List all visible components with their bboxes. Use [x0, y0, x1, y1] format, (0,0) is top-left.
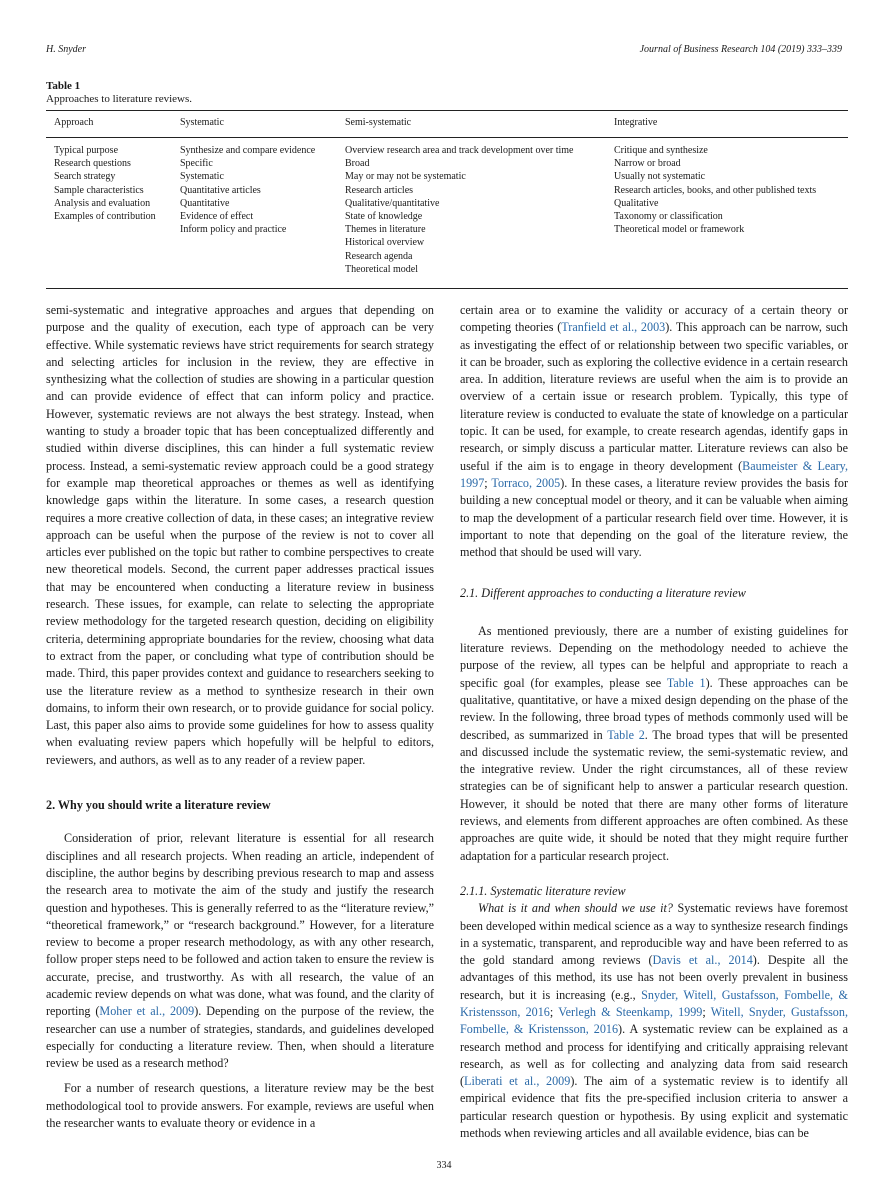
column-semi-systematic [345, 144, 574, 276]
subsection-heading: 2.1. Different approaches to conducting a literature review [460, 586, 746, 601]
table-cell: Inform policy and practice [180, 224, 287, 236]
table-cell: Overview research area and track development over time [345, 145, 574, 156]
table-reference-link[interactable]: Table 1 [666, 675, 706, 690]
table-cell: Research questions [54, 158, 131, 170]
table-cell: Narrow or broad [614, 158, 681, 170]
table-cell: Historical overview [345, 237, 425, 249]
table-cell: Typical purpose [54, 145, 119, 156]
table-cell: State of knowledge [345, 211, 423, 223]
table-cell: Evidence of effect [180, 211, 254, 223]
paragraph: For a number of research questions, a literature review may be the best methodological tool to provide answers. For example, reviews are useful when the researcher wants to evaluate theory or evidence in a [46, 1081, 434, 1131]
table-cell: Synthesize and compare evidence [180, 145, 316, 156]
table-cell: Examples of contribution [54, 211, 156, 223]
paragraph: As mentioned previously, there are a number of existing guidelines for literature reviews. Depending on the methodology needed to achieve the purpose of the review, all types can be helpful and appropriate to reach a specific goal (for examples, please see Table 1). These approaches can be qualitative, quantitative, or have a mixed design depending on the phase of the review. In the following, three broad types of methods commonly used will be described, as summarized in Table 2. The broad types that will be presented and discussed include the systematic review, the semi-systematic review, and the integrative review. Under the right circumstances, all of these review strategies can be of significant help to answer a particular research question. However, it should be noted that there are many other forms of literature reviews, and elements from different approaches are often combined. As these approaches are quite wide, it should be noted that they might require further adaptation for a particular research project. [460, 623, 848, 863]
table-1 [46, 80, 848, 289]
table-cell: Search strategy [54, 171, 116, 183]
paragraph: Consideration of prior, relevant literature is essential for all research disciplines and all research projects. When reading an article, independent of discipline, the author begins by describing previous research to map and assess the research area to motivate the aim of the study and justify the research question and hypotheses. This is generally referred to as the “literature review,” “theoretical framework,” or “research background.” However, for a literature review to become a proper research methodology, as with any other research, follow proper steps need to be followed and action taken to ensure the review is accurate, precise, and trustworthy. As with all research, the value of an academic review depends on what was done, what was found, and the clarity of reporting (Moher et al., 2009). Depending on the purpose of the review, the researcher can use a number of strategies, standards, and guidelines developed especially for conducting a literature review. Then, when should a literature review be used as a research method? [46, 831, 434, 1071]
header-semi-systematic: Semi-systematic [345, 117, 412, 128]
table-header-row [46, 111, 848, 137]
table-cell: Quantitative articles [180, 184, 261, 196]
header-systematic: Systematic [180, 117, 224, 128]
author-name: H. Snyder [46, 44, 86, 55]
table-cell: Broad [345, 158, 370, 170]
section-heading: 2. Why you should write a literature review [46, 798, 271, 813]
paragraph: certain area or to examine the validity or accuracy of a certain theory or competing theories (Tranfield et al., 2003). This approach can be narrow, such as investigating the effect of or relationship between two specific variables, or it can be broader, such as exploring the collective evidence in a certain research area. In addition, literature reviews are useful when the aim is to provide an overview of a certain issue or research problem. Typically, this type of literature review is conducted to evaluate the state of knowledge on a particular topic. It can be used, for example, to create research agendas, identify gaps in research, or simply discuss a particular matter. Literature reviews can also be useful if the aim is to engage in theory development (Baumeister & Leary, 1997; Torraco, 2005). In these cases, a literature review provides the basis for building a new conceptual model or theory, and it can be valuable when aiming to map the development of a particular research field over time. However, it is important to note that depending on the goal of the literature review, the method that should be used will vary. [460, 303, 849, 560]
subsubsection-heading: 2.1.1. Systematic literature review [460, 883, 626, 898]
citation-link[interactable]: Moher et al., 2009 [99, 1004, 195, 1019]
table-caption: Approaches to literature reviews. [46, 93, 192, 105]
citation-link[interactable]: Tranfield et al., 2003 [561, 320, 666, 335]
table-cell: Research articles [345, 184, 414, 196]
table-cell: Themes in literature [345, 224, 426, 236]
citation-link[interactable]: Witell, Snyder, Gustafsson, Fombelle, & Kristensson, 2016 [460, 1004, 848, 1037]
table-cell: Usually not systematic [614, 171, 706, 183]
citation-link[interactable]: Snyder, Witell, Gustafsson, Fombelle, & Kristensson, 2016 [460, 987, 848, 1019]
paragraph: What is it and when should we use it? Systematic reviews have foremost been developed within medical science as a way to synthesize research findings in a systematic, transparent, and reproducible way and have been referred to as the gold standard among reviews (Davis et al., 2014). Despite all the advantages of this method, its use has not been overly prevalent in business research, but it is increasing (e.g., Snyder, Witell, Gustafsson, Fombelle, & Kristensson, 2016; Verlegh & Steenkamp, 1999; Witell, Snyder, Gustafsson, Fombelle, & Kristensson, 2016). A systematic review can be explained as a research method and process for identifying and critically appraising relevant research, as well as for collecting and analyzing data from said research (Liberati et al., 2009). The aim of a systematic review is to identify all empirical evidence that fits the pre-specified inclusion criteria to answer a particular research question or hypothesis. By using explicit and systematic methods when reviewing articles and all available evidence, bias can be [460, 901, 848, 1141]
table-cell: Sample characteristics [54, 184, 144, 196]
table-cell: Qualitative [614, 197, 659, 209]
column-approach [54, 144, 156, 223]
citation-link[interactable]: Verlegh & Steenkamp, 1999 [558, 1004, 703, 1019]
table-cell: Systematic [180, 171, 224, 183]
table-cell: Analysis and evaluation [54, 197, 151, 209]
column-integrative [614, 144, 816, 236]
page-number: 334 [436, 1160, 452, 1171]
header-approach: Approach [54, 117, 94, 128]
table-cell: Research agenda [345, 250, 413, 262]
column-systematic [180, 144, 315, 236]
table-cell: Taxonomy or classification [614, 211, 723, 223]
left-column [46, 302, 434, 1132]
table-bottom-rule [46, 288, 848, 289]
table-cell: Specific [180, 158, 213, 170]
table-body [46, 138, 848, 288]
journal-citation: Journal of Business Research 104 (2019) 333–339 [639, 44, 842, 55]
running-header [46, 44, 842, 55]
table-cell: Research articles, books, and other published texts [614, 184, 817, 196]
table-cell: May or may not be systematic [345, 171, 466, 183]
table-cell: Critique and synthesize [614, 145, 708, 156]
table-cell: Qualitative/quantitative [345, 197, 440, 209]
table-reference-link[interactable]: Table 2 [607, 727, 645, 742]
header-integrative: Integrative [614, 117, 658, 128]
citation-link[interactable]: Baumeister & Leary, 1997 [460, 458, 849, 490]
table-cell: Theoretical model or framework [614, 224, 745, 236]
citation-link[interactable]: Torraco, 2005 [491, 475, 561, 490]
table-title: Table 1 [46, 80, 81, 92]
citation-link[interactable]: Davis et al., 2014 [652, 953, 753, 968]
table-cell: Theoretical model [345, 263, 419, 275]
right-column [460, 302, 848, 1142]
table-cell: Quantitative [180, 197, 230, 209]
citation-link[interactable]: Liberati et al., 2009 [464, 1074, 571, 1089]
paragraph: semi-systematic and integrative approaches and argues that depending on purpose and the quality of execution, each type of approach can be very effective. While systematic reviews have strict requirements for search strategy and selecting articles for inclusion in the review, they are effective in synthesizing what the collection of studies are showing in a particular question and can provide evidence of effect that can inform policy and practice. However, systematic reviews are not always the best strategy. Instead, when wanting to study a broader topic that has been conceptualized differently and studied within diverse disciplines, this can hinder a full systematic review process. Instead, a semi-systematic review approach could be a good strategy for example map theoretical approaches or themes as well as identifying knowledge gaps within the literature. In some cases, a research question requires a more creative collection of data, in these cases; an integrative review approach can be useful when the purpose of the review is not to cover all articles ever published on the topic but rather to combine perspectives to create new theoretical models. Second, the current paper addresses practical issues that may be encountered when conducting a literature review in business research. These issues, for example, can relate to selecting the appropriate review methodology for the targeted research question, deciding on eligibility criteria, determining appropriate boundaries for the review, choosing what data to extract from the paper, or concluding what type of contribution should be made. Third, this paper provides context and guidance to researchers seeking to use the literature review as a method to synthesize research in their own domains, to inform their own research, or to provide guidance for social policy. Last, this paper also aims to provide some guidelines for how to assess quality when evaluating review papers which hopefully will be helpful to editors, reviewers, and authors, as well as to any reader of a review paper. [46, 303, 434, 767]
